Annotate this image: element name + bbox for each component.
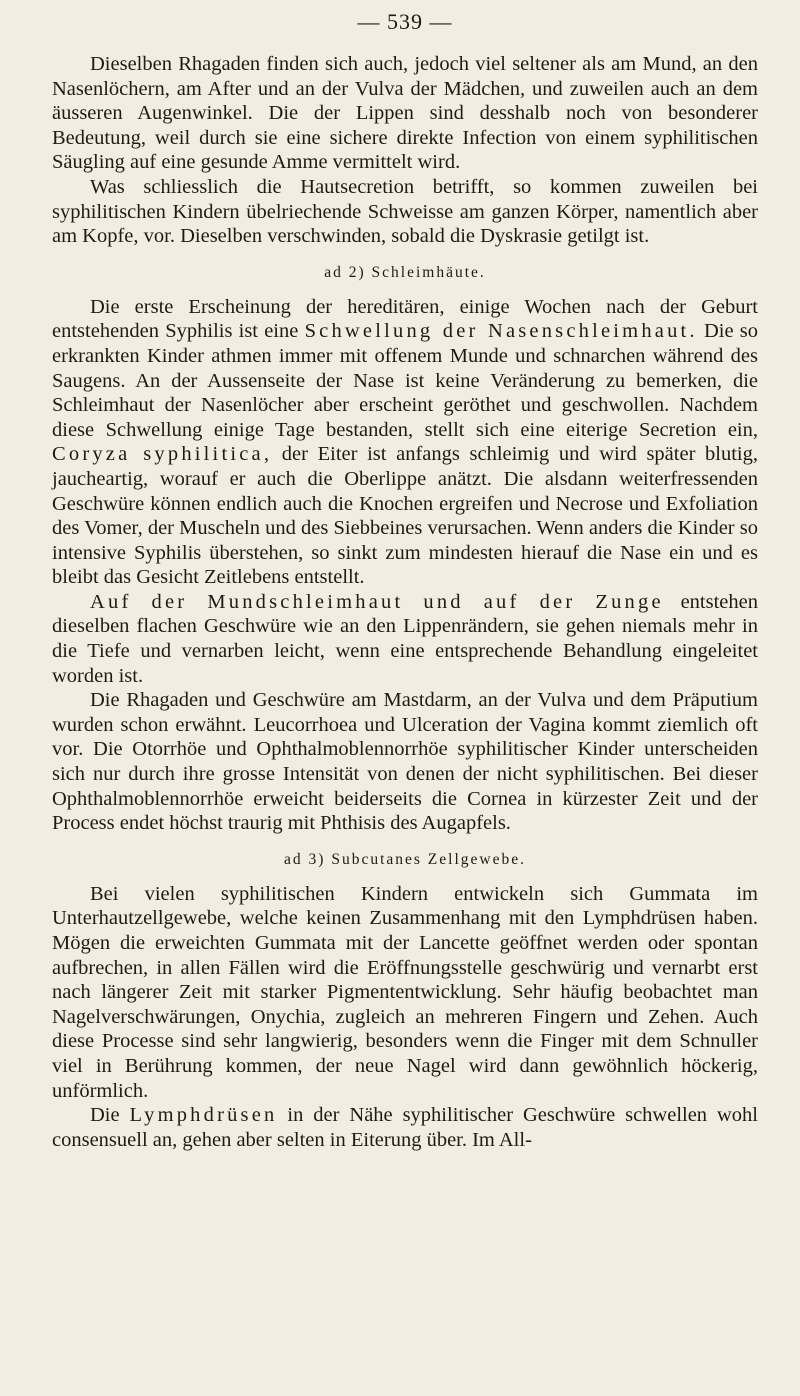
paragraph-hautsecretion: Was schliesslich die Hautsecretion betrifft, so kommen zuweilen bei syphilitischen Kindern übelriechende Schweisse am ganzen Körper, namentlich aber am Kopfe, vor. Dieselben verschwinden, sobald die Dyskrasie getilgt ist.: [52, 175, 758, 248]
paragraph-mastdarm: Die Rhagaden und Geschwüre am Mastdarm, an der Vulva und dem Präputium wurden schon erwähnt. Leucorrhoea und Ulceration der Vagina kommt ziemlich oft vor. Die Otorrhöe und Ophthalmoblennorrhöe syphilitischer Kinder unterscheiden sich nur durch ihre grosse Intensität von denen der nicht syphilitischen. Bei dieser Ophthalmoblennorrhöe erweicht beiderseits die Cornea in kürzester Zeit und der Process endet höchst traurig mit Phthisis des Augapfels.: [52, 689, 758, 835]
emphasis-schwellung: Schwellung der Nasenschleimhaut.: [304, 320, 698, 343]
page-number: — 539 —: [357, 9, 453, 34]
book-page: [52, 10, 758, 1152]
text-run: entstehen dieselben flachen Geschwüre wie an den Lippenrändern, sie gehen niemals mehr in die Tiefe und vernarben leicht, wenn eine entsprechende Behandlung eingeleitet worden ist.: [52, 590, 758, 687]
paragraph-gummata: Bei vielen syphilitischen Kindern entwickeln sich Gummata im Unterhautzellgewebe, welche keinen Zusammenhang mit den Lymphdrüsen haben. Mögen die erweichten Gummata mit der Lancette geöffnet werden oder spontan aufbrechen, in allen Fällen wird die Eröffnungsstelle geschwürig und vernarbt erst nach längerer Zeit mit starker Pigmententwicklung. Sehr häufig beobachtet man Nagelverschwärungen, Onychia, zugleich an mehreren Fingern und Zehen. Auch diese Processe sind sehr langwierig, besonders wenn die Finger mit dem Schnuller viel in Berührung kommen, der neue Nagel wird dann gewöhnlich höckerig, unförmlich.: [52, 882, 758, 1102]
paragraph-rhagaden: Dieselben Rhagaden finden sich auch, jedoch viel seltener als am Mund, an den Nasenlöchern, am After und an der Vulva der Mädchen, und zuweilen auch an dem äusseren Augenwinkel. Die der Lippen sind desshalb noch von besonderer Bedeutung, weil durch sie eine sichere direkte Infection von einem syphilitischen Säugling auf eine gesunde Amme vermittelt wird.: [52, 53, 758, 174]
paragraph-lymphdruesen: [52, 1103, 758, 1152]
text-run: Die erste Erscheinung der hereditären, einige Wochen nach der Geburt entstehenden Syphilis ist eine: [52, 295, 758, 343]
section-heading-schleimhaeute: ad 2) Schleimhäute.: [324, 263, 486, 281]
text-run: der Eiter ist anfangs schleimig und wird später blutig, jaucheartig, worauf er auch die Oberlippe anätzt. Die alsdann weiterfressenden Geschwüre können endlich auch die Knochen ergreifen und Necrose und Exfoliation des Vomer, der Muscheln und des Siebbeines verursachen. Wenn anders die Kinder so intensive Syphilis überstehen, so sinkt zum mindesten hierauf die Nase ein und es bleibt das Gesicht Zeitlebens entstellt.: [52, 443, 758, 589]
emphasis-coryza: Coryza syphilitica,: [52, 443, 273, 466]
emphasis-mundschleimhaut: Auf der Mundschleimhaut und auf der Zunge: [90, 590, 664, 613]
paragraph-nasenschleimhaut: [52, 295, 758, 590]
emphasis-lymphdruesen: Lymphdrüsen: [129, 1104, 278, 1127]
text-run: Die so erkrankten Kinder athmen immer mit offenem Munde und schnarchen während des Saugens. An der Aussenseite der Nase ist keine Veränderung zu bemerken, die Schleimhaut der Nasenlöcher aber erscheint geröthet und geschwollen. Nachdem diese Schwellung einige Tage bestanden, stellt sich eine eiterige Secretion ein,: [52, 320, 758, 441]
text-run: Die: [90, 1104, 130, 1127]
section-heading-zellgewebe: ad 3) Subcutanes Zellgewebe.: [284, 850, 526, 868]
text-run: in der Nähe syphilitischer Geschwüre schwellen wohl consensuell an, gehen aber selten in Eiterung über. Im All-: [52, 1104, 758, 1151]
paragraph-mundschleimhaut: [52, 590, 758, 688]
